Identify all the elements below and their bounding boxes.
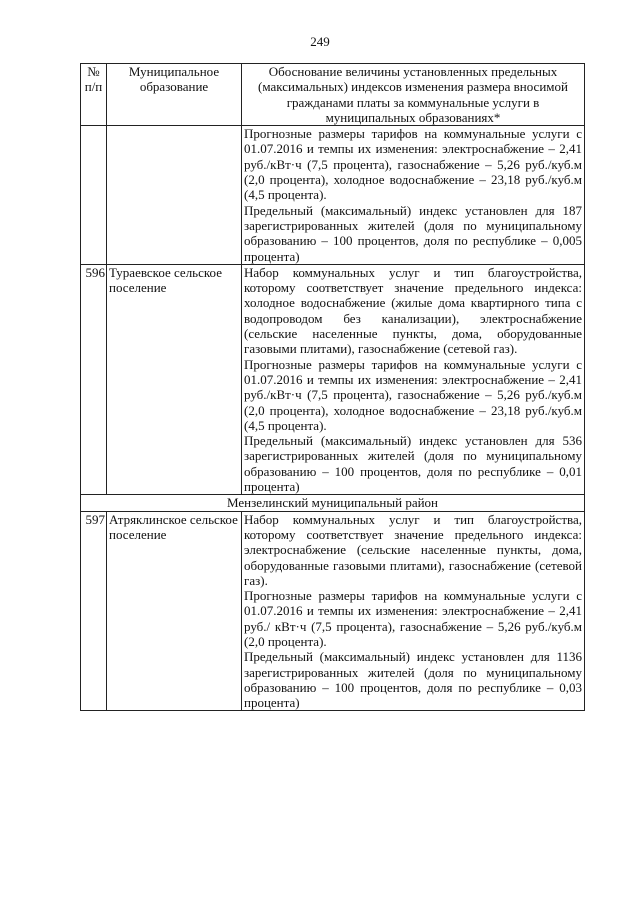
row-justification: [242, 511, 585, 711]
header-municipality: Муниципальное образование: [107, 64, 242, 126]
section-title: Мензелинский муниципальный район: [81, 495, 585, 511]
justification-paragraph: Набор коммунальных услуг и тип благоустройства, которому соответствует значение предельного индекса: холодное водоснабжение (жилые дома квартирного типа с водопроводом без канализации), электроснабжение (сельские населенные пункты, дома, оборудованные газовыми плитами), газоснабжение (сетевой газ).: [244, 264, 582, 357]
row-municipality: Тураевское сельское поселение: [107, 264, 242, 494]
justification-paragraph: Предельный (максимальный) индекс установлен для 187 зарегистрированных жителей (доля по муниципальному образованию – 100 процентов, доля по республике – 0,005 процента): [244, 202, 582, 264]
row-justification: [242, 264, 585, 494]
row-municipality: Атряклинское сельское поселение: [107, 511, 242, 711]
section-row: [81, 495, 585, 511]
justification-paragraph: Прогнозные размеры тарифов на коммунальные услуги с 01.07.2016 и темпы их изменения: электроснабжение – 2,41 руб./кВт·ч (7,5 процента), газоснабжение – 5,26 руб./куб.м (2,0 процента), холодное водоснабжение – 23,18 руб./куб.м (4,5 процента).: [244, 126, 582, 203]
row-num: [81, 126, 107, 265]
row-num: 597: [81, 511, 107, 711]
justification-paragraph: Прогнозные размеры тарифов на коммунальные услуги с 01.07.2016 и темпы их изменения: электроснабжение – 2,41 руб./ кВт·ч (7,5 процента), газоснабжение – 5,26 руб./куб.м (2,0 процента).: [244, 588, 582, 649]
page-number: 249: [310, 34, 330, 49]
row-justification: [242, 126, 585, 265]
tariff-index-table: [80, 63, 585, 711]
table-row: [81, 264, 585, 494]
justification-paragraph: Прогнозные размеры тарифов на коммунальные услуги с 01.07.2016 и темпы их изменения: электроснабжение – 2,41 руб./кВт·ч (7,5 процента), газоснабжение – 5,26 руб./куб.м (2,0 процента), холодное водоснабжение – 23,18 руб./куб.м (4,5 процента).: [244, 356, 582, 433]
table-row: [81, 126, 585, 265]
row-num: 596: [81, 264, 107, 494]
table-row: [81, 511, 585, 711]
row-municipality: [107, 126, 242, 265]
header-justification: Обоснование величины установленных предельных (максимальных) индексов изменения размера вносимой гражданами платы за коммунальные услуги в муниципальных образованиях*: [242, 64, 585, 126]
table-header-row: [81, 64, 585, 126]
justification-paragraph: Предельный (максимальный) индекс установлен для 536 зарегистрированных жителей (доля по муниципальному образованию – 100 процентов, доля по республике – 0,01 процента): [244, 433, 582, 495]
justification-paragraph: Предельный (максимальный) индекс установлен для 1136 зарегистрированных жителей (доля по муниципальному образованию – 100 процентов, доля по республике – 0,03 процента): [244, 649, 582, 711]
justification-paragraph: Набор коммунальных услуг и тип благоустройства, которому соответствует значение предельного индекса: электроснабжение (сельские населенные пункты, дома, оборудованные газовыми плитами), газоснабжение (сетевой газ).: [244, 511, 582, 588]
header-num: № п/п: [81, 64, 107, 126]
